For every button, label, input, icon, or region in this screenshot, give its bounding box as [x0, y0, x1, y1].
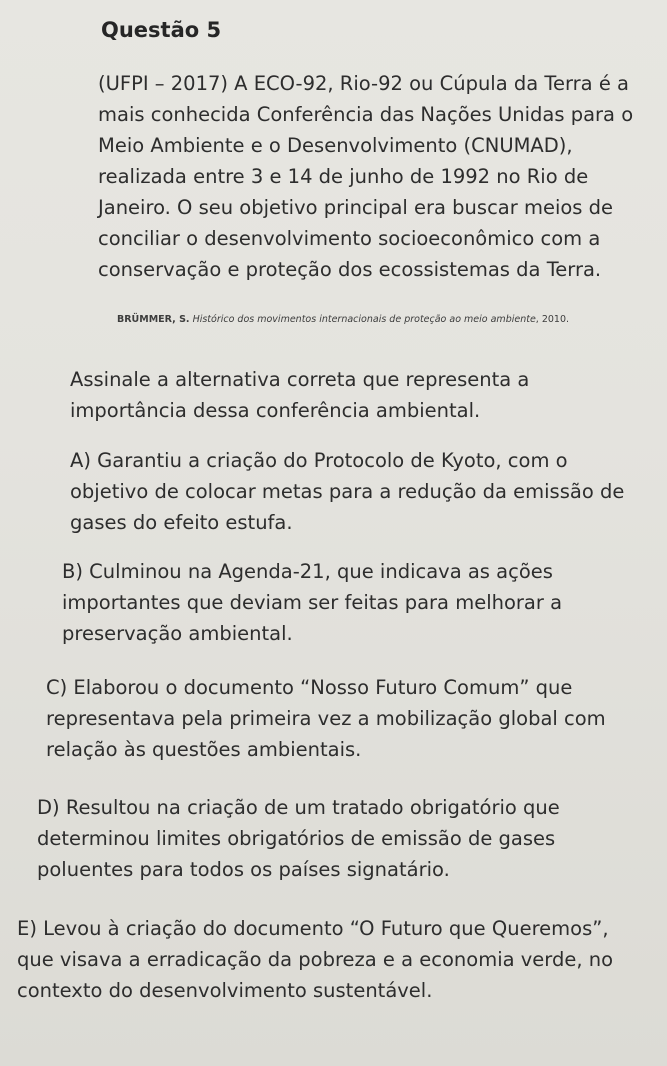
alternative-a[interactable]: A) Garantiu a criação do Protocolo de Kyoto, com o objetivo de colocar metas para a redução da emissão de gases do efeito estufa.: [70, 449, 625, 534]
citation-work: Histórico dos movimentos internacionais de proteção ao meio ambiente: [192, 314, 536, 325]
alternative-e[interactable]: E) Levou à criação do documento “O Futuro que Queremos”, que visava a erradicação da pobreza e a economia verde, no contexto do desenvolvimento sustentável.: [17, 917, 614, 1002]
question-intro: (UFPI – 2017) A ECO-92, Rio-92 ou Cúpula da Terra é a mais conhecida Conferência das Nações Unidas para o Meio Ambiente e o Desenvolvimento (CNUMAD), realizada entre 3 e 14 de junho de 1992 no Rio de Janeiro. O seu objetivo principal era buscar meios de conciliar o desenvolvimento socioeconômico com a conservação e proteção dos ecossistemas da Terra.: [98, 72, 634, 281]
alternative-c[interactable]: C) Elaborou o documento “Nosso Futuro Comum” que representava pela primeira vez a mobilização global com relação às questões ambientais.: [46, 676, 606, 761]
question-instruction: Assinale a alternativa correta que representa a importância dessa conferência ambiental.: [70, 368, 530, 422]
citation-year: , 2010.: [535, 314, 570, 325]
citation-author: BRÜMMER, S.: [117, 314, 190, 325]
citation: [117, 314, 569, 325]
alternative-d[interactable]: D) Resultou na criação de um tratado obrigatório que determinou limites obrigatórios de emissão de gases poluentes para todos os países signatário.: [37, 796, 560, 881]
alternative-b[interactable]: B) Culminou na Agenda-21, que indicava as ações importantes que deviam ser feitas para melhorar a preservação ambiental.: [62, 560, 563, 645]
question-title: Questão 5: [101, 18, 222, 42]
